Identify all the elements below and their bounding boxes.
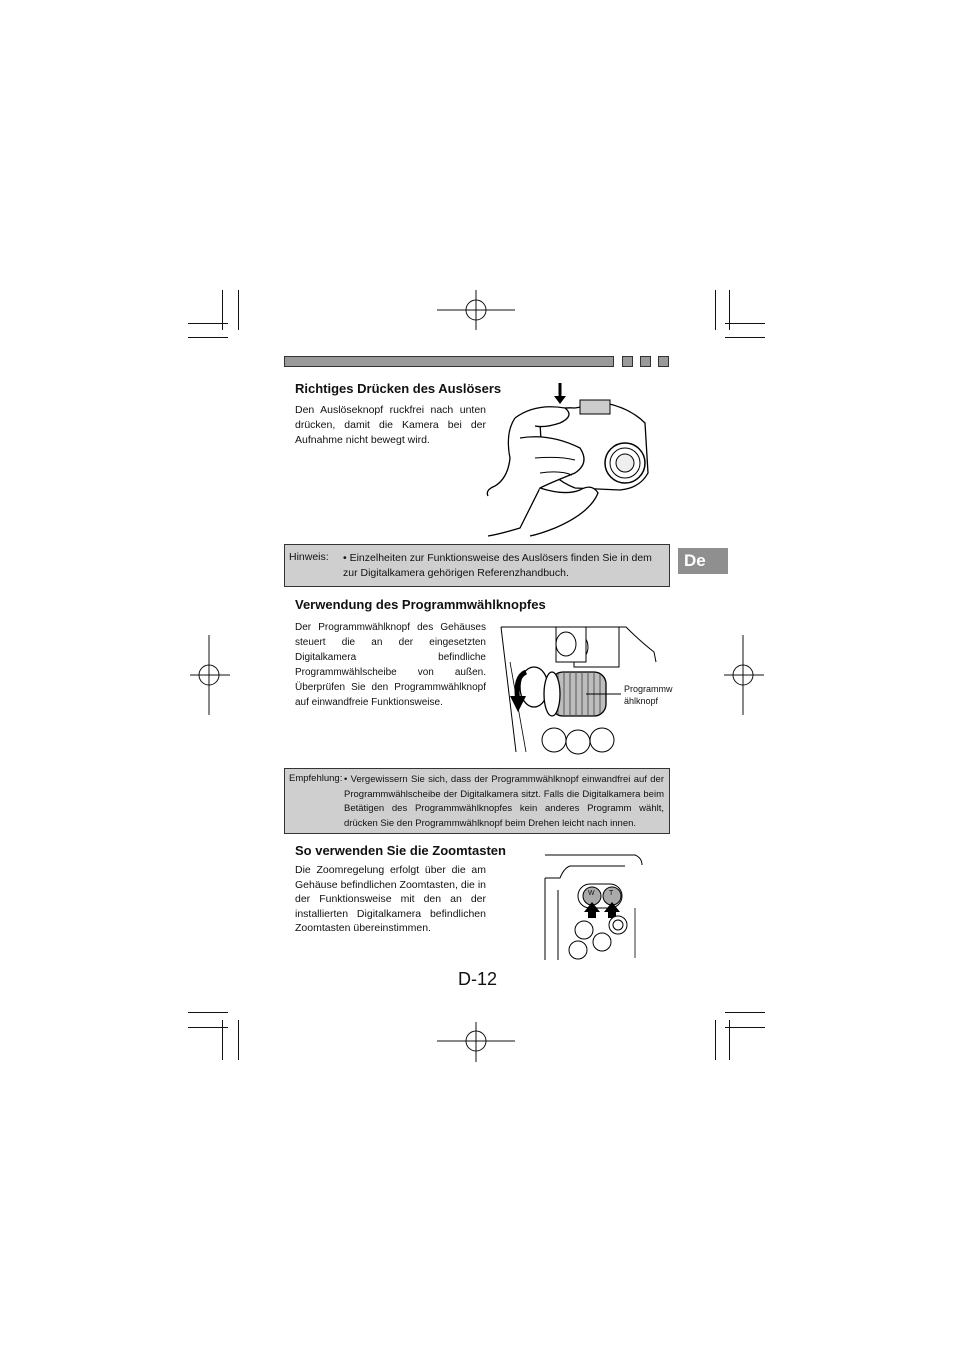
note-text: • Vergewissern Sie sich, dass der Programmwählknopf einwandfrei auf der Programmwählscheibe der Digitalkamera sitzt. Falls die Digitalkamera beim Betätigen des Programmwählknopfes kein anderes Programm wählt, drücken Sie den Programmwählknopf beim Drehen leicht nach innen. [344,774,664,829]
header-bar [284,356,614,367]
registration-mark-top [437,290,517,330]
zoom-buttons-illustration [540,850,650,962]
registration-mark-bottom [437,1022,517,1062]
camera-hand-illustration [480,378,660,538]
section-body-mode-dial: Der Programmwählknopf des Gehäuses steuert die an der eingesetzten Digitalkamera befindliche Programmwählscheibe von außen. Überprüfen Sie den Programmwählknopf auf einwandfreie Funktionsweise. [295,622,486,708]
section-body-zoom: Die Zoomregelung erfolgt über die am Gehäuse befindlichen Zoomtasten, die in der Funktionsweise mit den an der installierten Digitalkamera befindlichen Zoomtasten übereinstimmen. [295,864,486,934]
header-square [622,356,633,367]
note-box-empfehlung [284,768,670,834]
note-box-hinweis [284,544,670,587]
mode-dial-label-line2: ählknopf [624,696,659,706]
registration-mark-right [724,635,764,715]
registration-mark-left [190,635,230,715]
section-heading-mode-dial: Verwendung des Programmwählknopfes [295,597,546,612]
note-label: Hinweis: [289,551,329,563]
note-text: • Einzelheiten zur Funktionsweise des Auslösers finden Sie in dem zur Digitalkamera gehörigen Referenzhandbuch. [343,552,652,579]
mode-dial-label [624,683,673,707]
mode-dial-label-line1: Programmw [624,684,673,694]
section-heading-shutter: Richtiges Drücken des Auslösers [295,381,502,396]
header-square [640,356,651,367]
section-heading-zoom: So verwenden Sie die Zoomtasten [295,843,506,858]
page-number: D-12 [458,969,498,989]
section-body-shutter: Den Auslöseknopf ruckfrei nach unten drücken, damit die Kamera bei der Aufnahme nicht bewegt wird. [295,404,486,446]
zoom-button-t-label: T [609,890,614,897]
language-tab: De [678,548,728,574]
zoom-button-w-label: W [588,890,595,897]
header-square [658,356,669,367]
note-label: Empfehlung: [289,773,343,784]
